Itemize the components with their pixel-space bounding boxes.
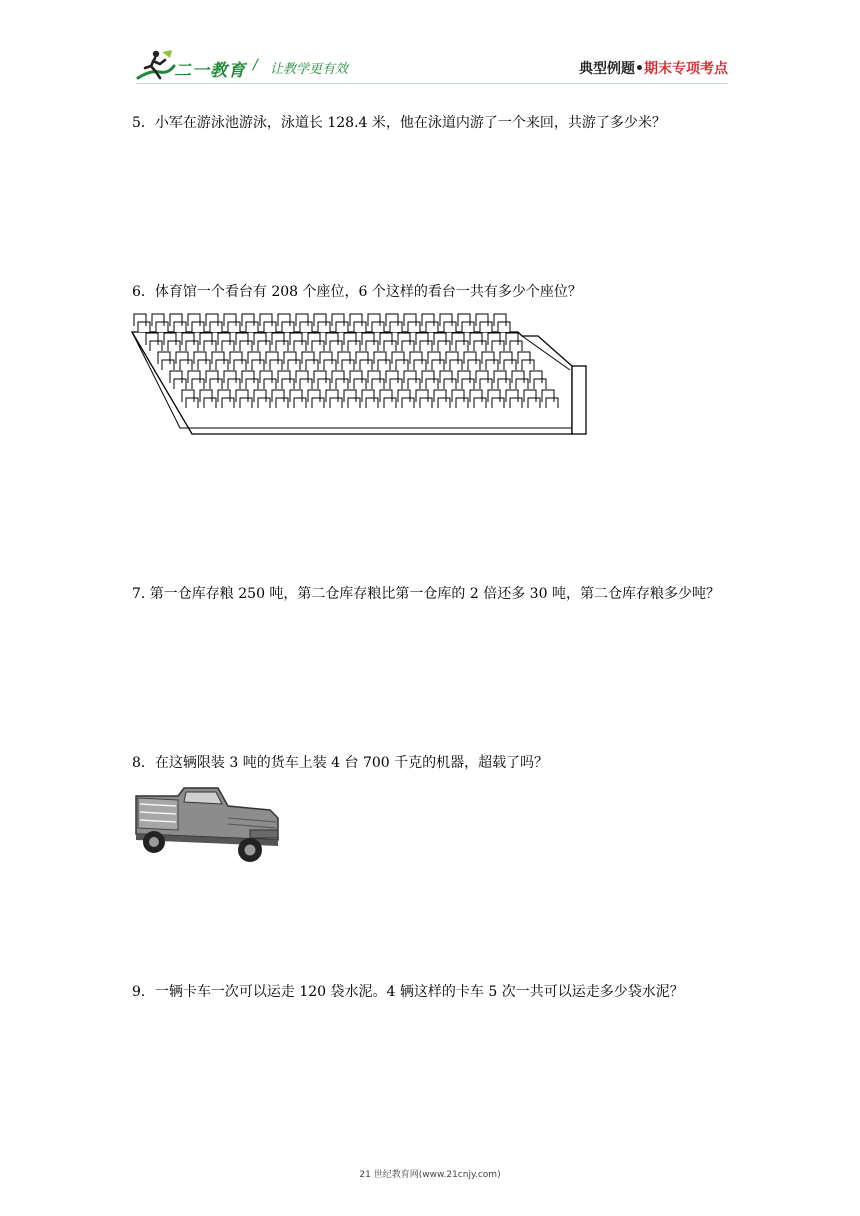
seat xyxy=(182,390,198,408)
seat xyxy=(326,333,342,351)
seat xyxy=(506,333,522,351)
seat xyxy=(356,352,372,370)
seat xyxy=(146,333,162,351)
section-label-part1: 典型例题• xyxy=(579,61,644,77)
seat xyxy=(260,314,276,332)
seat xyxy=(314,371,330,389)
seat xyxy=(206,314,222,332)
seat xyxy=(248,352,264,370)
seat xyxy=(380,333,396,351)
seat xyxy=(278,371,294,389)
seat xyxy=(344,333,360,351)
seat xyxy=(200,333,216,351)
seat xyxy=(206,371,222,389)
seat xyxy=(218,333,234,351)
seat xyxy=(188,371,204,389)
seat xyxy=(152,314,168,332)
seat xyxy=(494,314,510,332)
seat xyxy=(476,314,492,332)
seat xyxy=(368,371,384,389)
seat xyxy=(278,314,294,332)
seat xyxy=(386,314,402,332)
seat xyxy=(326,390,342,408)
seat xyxy=(284,352,300,370)
seat xyxy=(410,352,426,370)
seat xyxy=(458,371,474,389)
seat xyxy=(416,390,432,408)
seat xyxy=(530,371,546,389)
seat xyxy=(236,390,252,408)
seat xyxy=(212,352,228,370)
seat xyxy=(428,352,444,370)
seat xyxy=(254,333,270,351)
seat xyxy=(506,390,522,408)
seat xyxy=(452,390,468,408)
seat xyxy=(254,390,270,408)
question-7: 7. 第一仓库存粮 250 吨，第二仓库存粮比第一仓库的 2 倍还多 30 吨，第二仓库存粮多少吨？ xyxy=(132,586,720,602)
seat xyxy=(296,371,312,389)
seat xyxy=(242,314,258,332)
seat xyxy=(374,352,390,370)
brand-slogan: 让教学更有效 xyxy=(270,62,349,77)
seat xyxy=(476,371,492,389)
seat xyxy=(350,314,366,332)
seat xyxy=(470,390,486,408)
seat xyxy=(464,352,480,370)
seat xyxy=(482,352,498,370)
seat xyxy=(134,314,150,332)
seat xyxy=(500,352,516,370)
seat xyxy=(416,333,432,351)
seat xyxy=(290,333,306,351)
seat xyxy=(524,390,540,408)
pickup-truck-illustration xyxy=(132,784,282,868)
seat xyxy=(512,371,528,389)
page-footer: 21 世纪教育网(www.21cnjy.com) xyxy=(359,1170,501,1180)
question-8: 8．在这辆限装 3 吨的货车上装 4 台 700 千克的机器，超载了吗？ xyxy=(132,755,549,771)
seat xyxy=(272,333,288,351)
seat xyxy=(158,352,174,370)
seat xyxy=(170,371,186,389)
seat xyxy=(494,371,510,389)
section-label-part2: 期末专项考点 xyxy=(644,61,728,77)
seat xyxy=(290,390,306,408)
seat xyxy=(422,371,438,389)
seat xyxy=(422,314,438,332)
seat xyxy=(194,352,210,370)
seat xyxy=(518,352,534,370)
seat xyxy=(224,371,240,389)
seat xyxy=(488,333,504,351)
seat xyxy=(182,333,198,351)
seat xyxy=(272,390,288,408)
seat xyxy=(236,333,252,351)
seat xyxy=(332,371,348,389)
seat xyxy=(218,390,234,408)
seat xyxy=(308,333,324,351)
seat xyxy=(446,352,462,370)
seat xyxy=(404,314,420,332)
seat xyxy=(164,333,180,351)
seat xyxy=(488,390,504,408)
seat xyxy=(332,314,348,332)
seat xyxy=(230,352,246,370)
seat xyxy=(302,352,318,370)
question-9: 9．一辆卡车一次可以运走 120 袋水泥。4 辆这样的卡车 5 次一共可以运走多少袋水泥？ xyxy=(132,984,684,1000)
seat xyxy=(242,371,258,389)
seat xyxy=(440,314,456,332)
seat xyxy=(386,371,402,389)
seat xyxy=(452,333,468,351)
seat xyxy=(434,333,450,351)
seat xyxy=(542,390,558,408)
seat xyxy=(266,352,282,370)
brand-logo xyxy=(136,48,376,82)
seat xyxy=(176,352,192,370)
seat xyxy=(380,390,396,408)
seat xyxy=(338,352,354,370)
question-5: 5．小军在游泳池游泳，泳道长 128.4 米，他在泳道内游了一个来回，共游了多少米？ xyxy=(132,115,666,131)
seat xyxy=(200,390,216,408)
page-header xyxy=(0,0,860,90)
seat xyxy=(398,333,414,351)
seat xyxy=(362,333,378,351)
slogan-separator: / xyxy=(253,57,258,73)
running-figure-logo-icon xyxy=(136,48,176,82)
seat xyxy=(308,390,324,408)
seat xyxy=(368,314,384,332)
stadium-seats-illustration xyxy=(130,310,590,440)
seat xyxy=(188,314,204,332)
seat xyxy=(434,390,450,408)
seat xyxy=(296,314,312,332)
brand-name: 二一教育 xyxy=(174,61,246,81)
seat xyxy=(344,390,360,408)
seat xyxy=(440,371,456,389)
seat xyxy=(404,371,420,389)
section-label xyxy=(579,58,728,78)
seat xyxy=(320,352,336,370)
seat xyxy=(170,314,186,332)
seat xyxy=(260,371,276,389)
seat xyxy=(224,314,240,332)
question-6: 6．体育馆一个看台有 208 个座位，6 个这样的看台一共有多少个座位？ xyxy=(132,284,582,300)
header-divider xyxy=(136,83,728,84)
seat xyxy=(398,390,414,408)
seat xyxy=(470,333,486,351)
seat xyxy=(350,371,366,389)
seat xyxy=(458,314,474,332)
seat xyxy=(392,352,408,370)
seat xyxy=(362,390,378,408)
seat xyxy=(314,314,330,332)
